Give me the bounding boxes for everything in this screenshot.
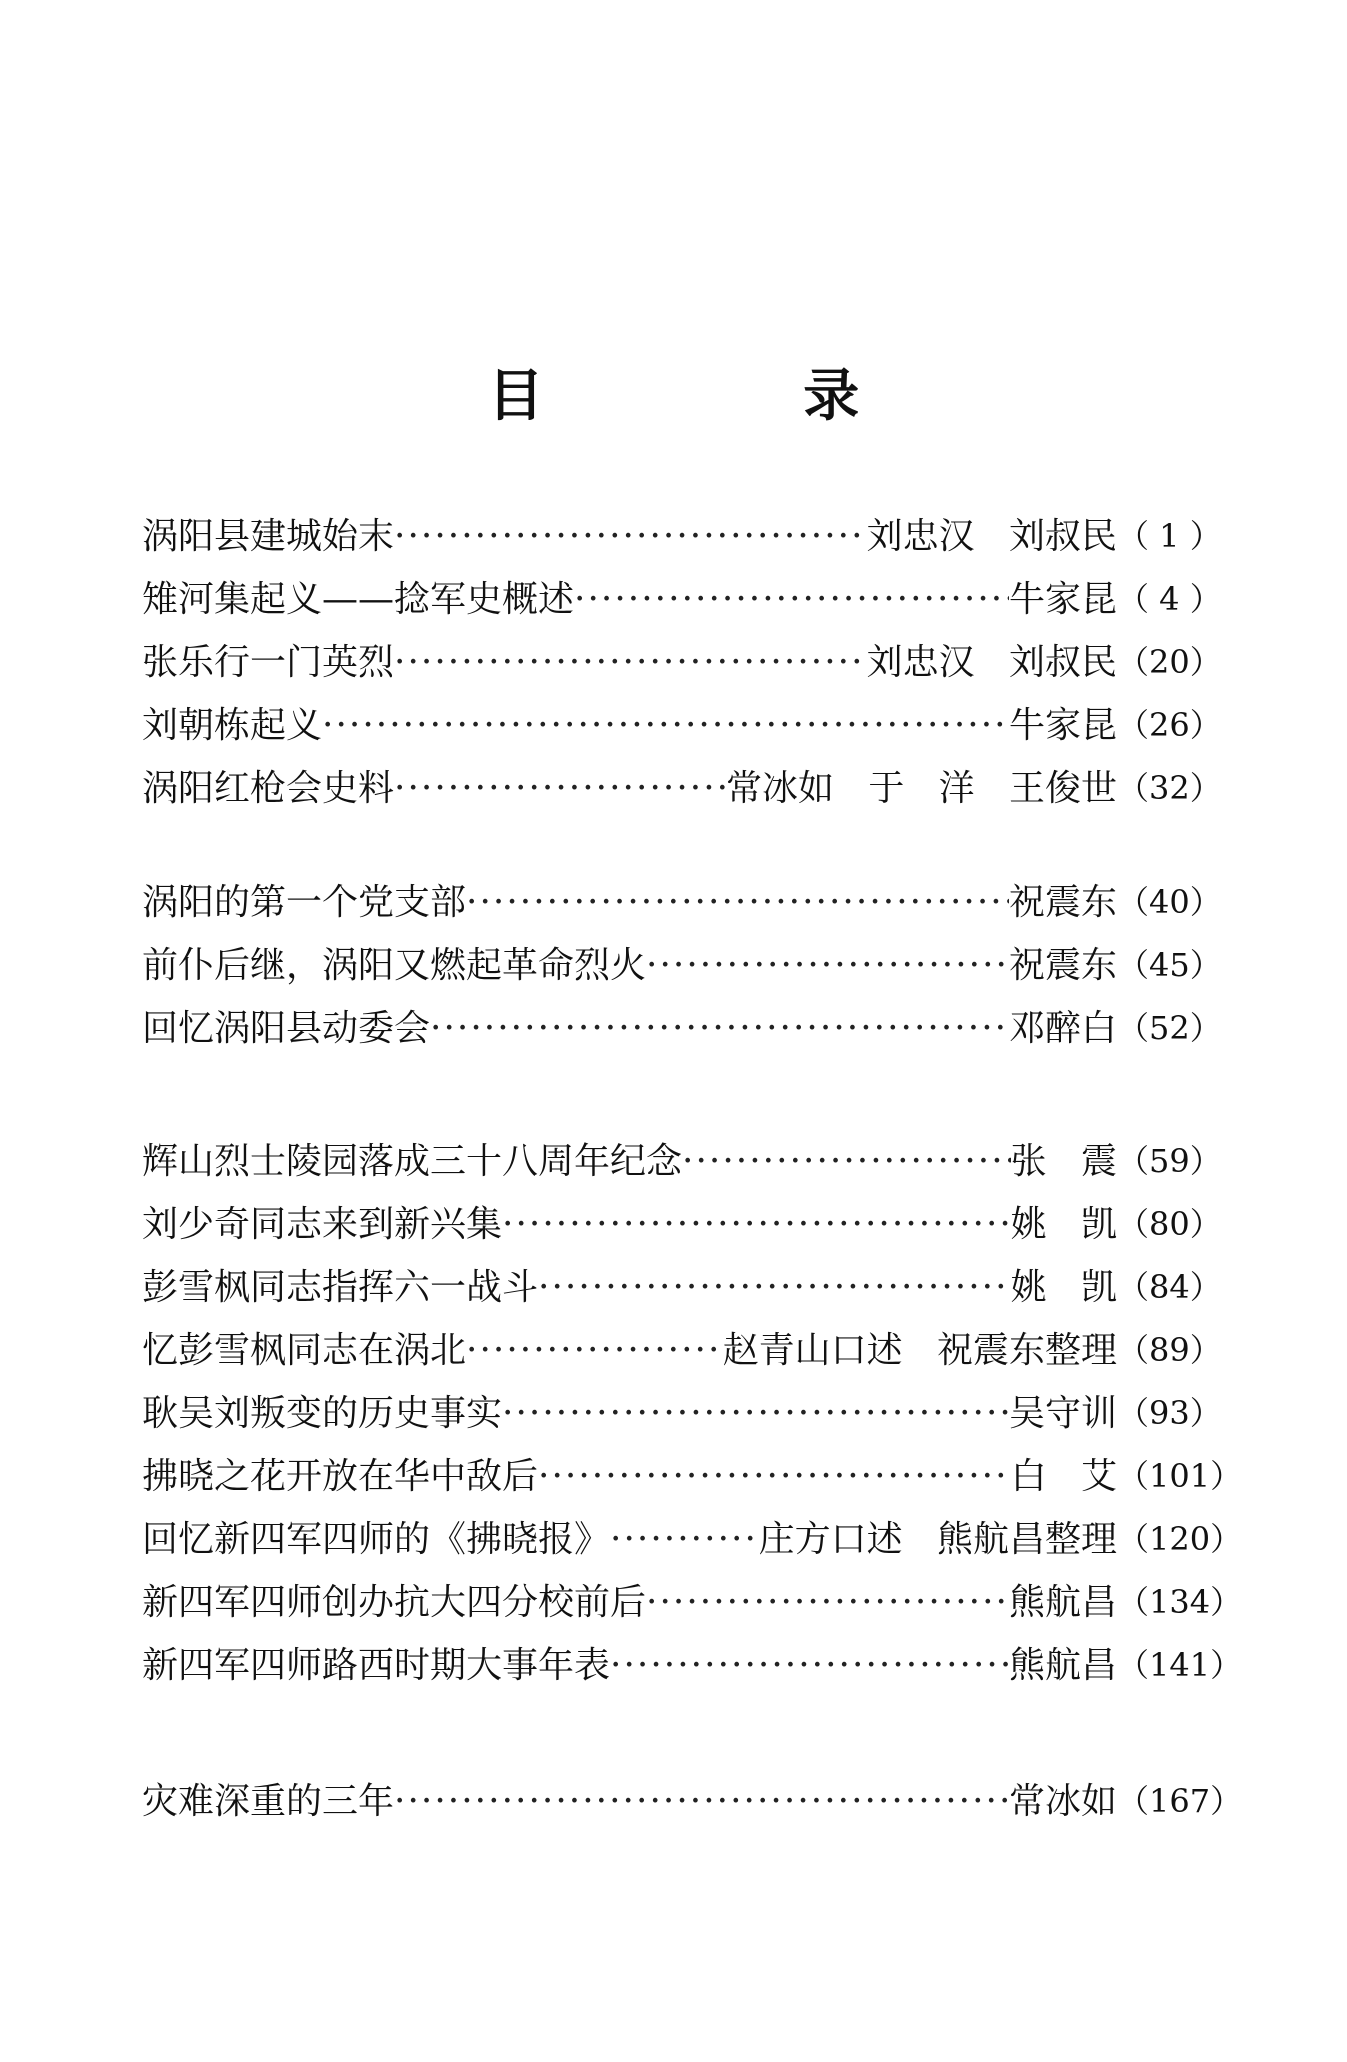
entry-page: （80） (1117, 1205, 1222, 1243)
dot-leader (394, 631, 867, 694)
dot-leader (610, 1634, 1009, 1697)
toc-entry[interactable] (142, 1256, 1222, 1319)
toc-entry[interactable] (142, 1319, 1222, 1382)
dot-leader (466, 1319, 723, 1382)
entry-title: 灾难深重的三年 (142, 1781, 395, 1822)
dot-leader (574, 568, 1009, 631)
entry-page: （ 1 ） (1117, 517, 1222, 555)
entry-page: （45） (1117, 946, 1222, 984)
entry-author: 常冰如 (1008, 1781, 1117, 1822)
toc-section (142, 1770, 1243, 1833)
dot-leader (322, 694, 1009, 757)
entry-page: （134） (1117, 1583, 1243, 1621)
entry-author: 姚 凯 (1010, 1267, 1117, 1308)
dot-leader (394, 757, 726, 820)
entry-page: （101） (1117, 1457, 1243, 1495)
entry-page: （89） (1117, 1331, 1222, 1369)
toc-section (142, 1130, 1243, 1697)
entry-title: 耿吴刘叛变的历史事实 (142, 1393, 503, 1434)
toc-entry[interactable] (142, 1571, 1243, 1634)
entry-author: 刘忠汉 刘叔民 (866, 642, 1117, 683)
toc-entry[interactable] (142, 1634, 1243, 1697)
entry-title: 刘朝栋起义 (142, 705, 323, 746)
entry-author: 白 艾 (1010, 1456, 1117, 1497)
toc-entry[interactable] (142, 934, 1222, 997)
dot-leader (430, 997, 1009, 1060)
entry-title: 彭雪枫同志指挥六一战斗 (142, 1267, 539, 1308)
toc-entry[interactable] (142, 1445, 1243, 1508)
entry-page: （52） (1117, 1009, 1222, 1047)
entry-title: 张乐行一门英烈 (142, 642, 395, 683)
entry-page: （20） (1117, 643, 1222, 681)
entry-page: （32） (1117, 769, 1222, 807)
toc-entry[interactable] (142, 1508, 1243, 1571)
entry-page: （40） (1117, 883, 1222, 921)
entry-author: 赵青山口述 祝震东整理 (722, 1330, 1117, 1371)
entry-title: 雉河集起义——捻军史概述 (142, 579, 575, 620)
entry-author: 庄方口述 熊航昌整理 (758, 1519, 1117, 1560)
entry-title: 前仆后继，涡阳又燃起革命烈火 (142, 945, 647, 986)
dot-leader (502, 1193, 1011, 1256)
entry-page: （59） (1117, 1142, 1222, 1180)
dot-leader (466, 871, 1009, 934)
entry-author: 熊航昌 (1008, 1645, 1117, 1686)
entry-page: （120） (1117, 1520, 1243, 1558)
toc-entry[interactable] (142, 1130, 1222, 1193)
dot-leader (502, 1382, 1009, 1445)
entry-title: 回忆涡阳县动委会 (142, 1008, 431, 1049)
entry-title: 刘少奇同志来到新兴集 (142, 1204, 503, 1245)
dot-leader (394, 505, 867, 568)
entry-author: 吴守训 (1008, 1393, 1117, 1434)
toc-entry[interactable] (142, 1193, 1222, 1256)
toc-entry[interactable] (142, 1770, 1243, 1833)
entry-title: 回忆新四军四师的《拂晓报》 (142, 1519, 611, 1560)
page-title: 目 录 (487, 363, 980, 429)
entry-title: 涡阳的第一个党支部 (142, 882, 467, 923)
entry-title: 忆彭雪枫同志在涡北 (142, 1330, 467, 1371)
entry-author: 张 震 (1010, 1141, 1117, 1182)
toc-section (142, 871, 1222, 1060)
toc-entry[interactable] (142, 694, 1222, 757)
dot-leader (538, 1256, 1011, 1319)
dot-leader (646, 934, 1009, 997)
entry-author: 邓醉白 (1008, 1008, 1117, 1049)
entry-title: 涡阳红枪会史料 (142, 768, 395, 809)
entry-page: （26） (1117, 706, 1222, 744)
entry-title: 拂晓之花开放在华中敌后 (142, 1456, 539, 1497)
toc-entry[interactable] (142, 505, 1222, 568)
toc-entry[interactable] (142, 631, 1222, 694)
toc-entry[interactable] (142, 757, 1222, 820)
dot-leader (394, 1770, 1009, 1833)
entry-title: 涡阳县建城始末 (142, 516, 395, 557)
entry-page: （ 4 ） (1117, 580, 1222, 618)
entry-author: 祝震东 (1008, 882, 1117, 923)
entry-title: 辉山烈士陵园落成三十八周年纪念 (142, 1141, 683, 1182)
dot-leader (538, 1445, 1011, 1508)
entry-author: 祝震东 (1008, 945, 1117, 986)
entry-author: 牛家昆 (1008, 705, 1117, 746)
entry-author: 姚 凯 (1010, 1204, 1117, 1245)
entry-title: 新四军四师路西时期大事年表 (142, 1645, 611, 1686)
dot-leader (610, 1508, 759, 1571)
entry-author: 熊航昌 (1008, 1582, 1117, 1623)
entry-page: （84） (1117, 1268, 1222, 1306)
entry-title: 新四军四师创办抗大四分校前后 (142, 1582, 647, 1623)
toc-entry[interactable] (142, 871, 1222, 934)
dot-leader (682, 1130, 1011, 1193)
entry-author: 常冰如 于 洋 王俊世 (726, 768, 1117, 809)
entry-author: 刘忠汉 刘叔民 (866, 516, 1117, 557)
entry-page: （167） (1117, 1782, 1243, 1820)
entry-page: （141） (1117, 1646, 1243, 1684)
entry-page: （93） (1117, 1394, 1222, 1432)
entry-author: 牛家昆 (1008, 579, 1117, 620)
toc-entry[interactable] (142, 997, 1222, 1060)
toc-entry[interactable] (142, 1382, 1222, 1445)
dot-leader (646, 1571, 1009, 1634)
toc-entry[interactable] (142, 568, 1222, 631)
toc-section (142, 505, 1222, 820)
